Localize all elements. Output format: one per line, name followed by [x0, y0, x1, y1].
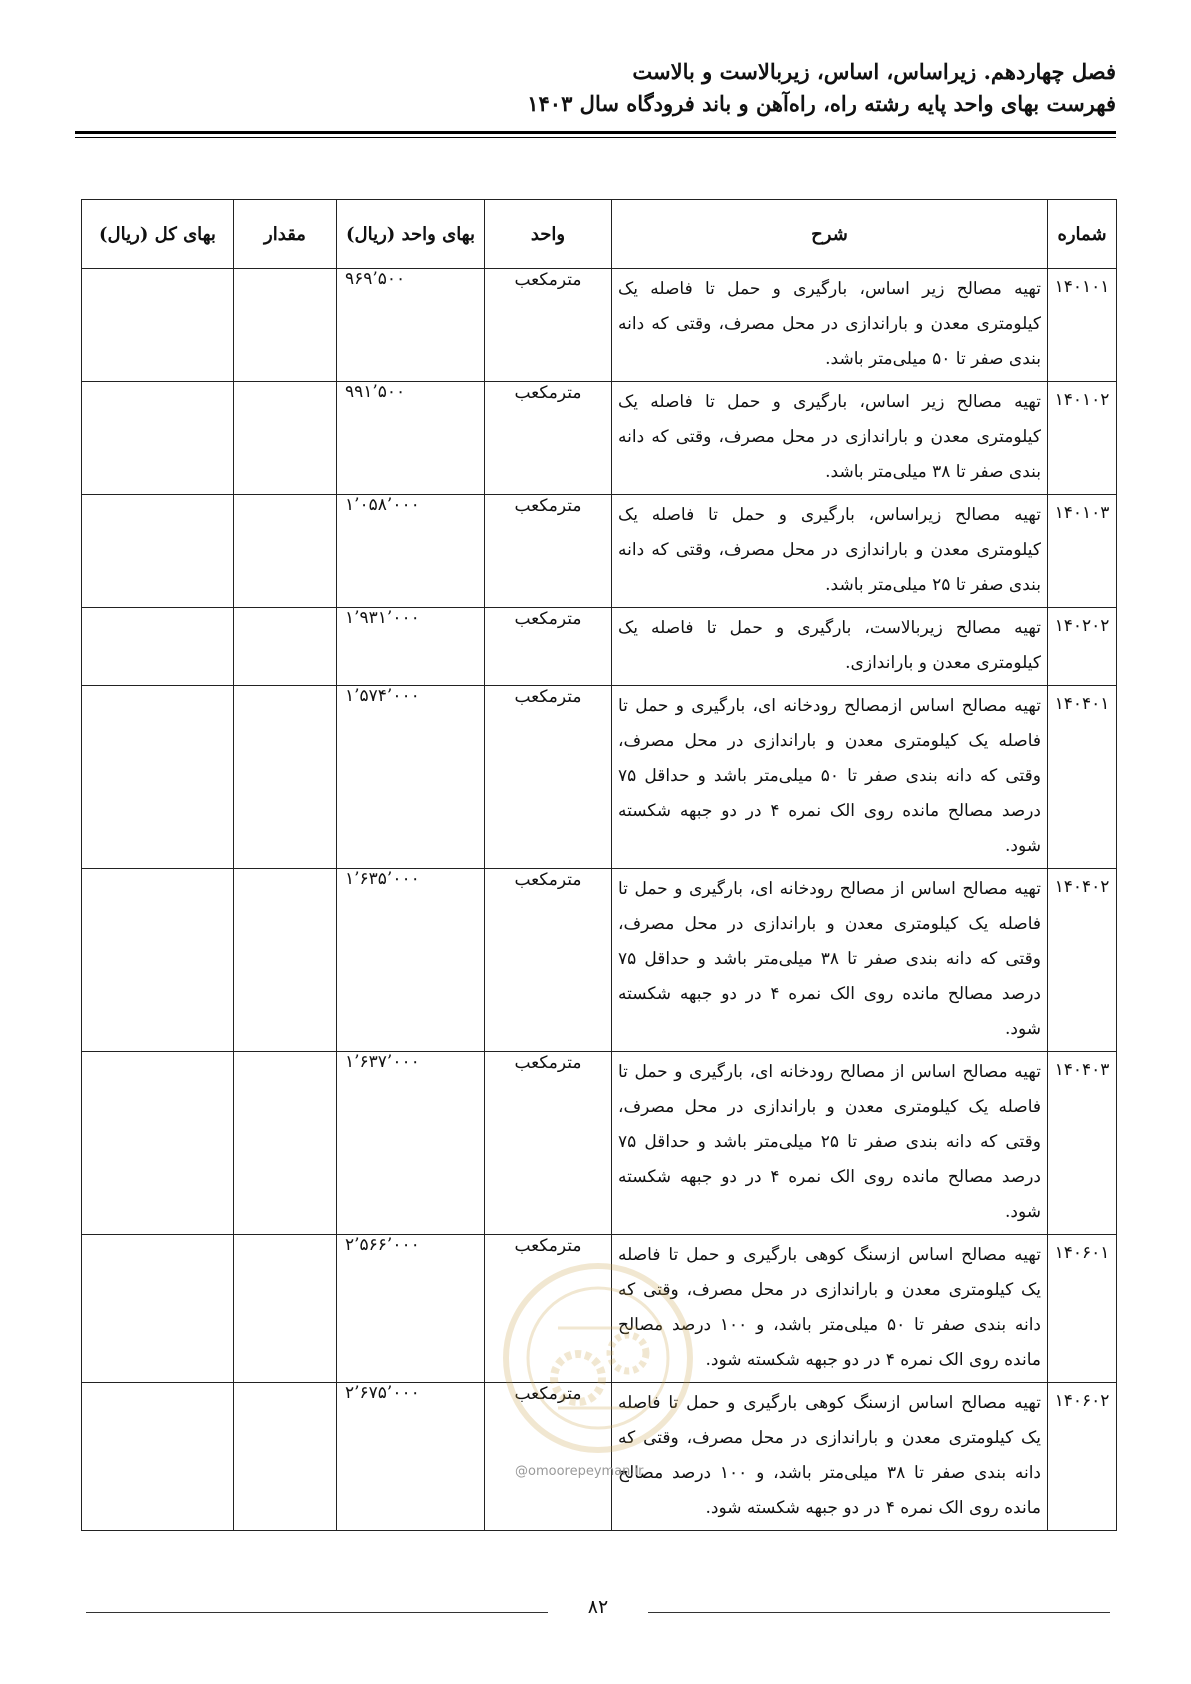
table-row [82, 495, 1117, 608]
table-row [82, 1235, 1117, 1383]
row-quantity [234, 608, 337, 686]
row-quantity [234, 495, 337, 608]
header-rule-thin [75, 137, 1116, 138]
row-description: تهیه مصالح اساس ازسنگ کوهی بارگیری و حمل تا فاصله یک کیلومتری معدن و باراندازی در محل مصرف، وقتی که دانه بندی صفر تا ۵۰ میلی‌متر باشد، و ۱۰۰ درصد مصالح مانده روی الک نمره ۴ در دو جبهه شکسته شود. [612, 1235, 1048, 1383]
row-unit-price: ۱’۹۳۱’۰۰۰ [337, 608, 485, 686]
row-unit: مترمکعب [485, 1235, 612, 1383]
column-header-unit-price: بهای واحد (ریال) [337, 200, 485, 269]
column-header-description: شرح [612, 200, 1048, 269]
column-header-number: شماره [1048, 200, 1117, 269]
chapter-title: فصل چهاردهم. زیراساس، اساس، زیربالاست و بالاست [632, 59, 1116, 84]
row-description: تهیه مصالح اساس ازسنگ کوهی بارگیری و حمل تا فاصله یک کیلومتری معدن و باراندازی در محل مصرف، وقتی که دانه بندی صفر تا ۳۸ میلی‌متر باشد، و ۱۰۰ درصد مصالح مانده روی الک نمره ۴ در دو جبهه شکسته شود. [612, 1383, 1048, 1531]
row-total [82, 269, 234, 382]
row-total [82, 686, 234, 869]
row-unit-price: ۱’۰۵۸’۰۰۰ [337, 495, 485, 608]
column-header-unit: واحد [485, 200, 612, 269]
page-header [76, 56, 1116, 120]
table-row [82, 869, 1117, 1052]
table-row [82, 1383, 1117, 1531]
row-unit: مترمکعب [485, 495, 612, 608]
table-row [82, 608, 1117, 686]
row-description: تهیه مصالح اساس ازمصالح رودخانه ای، بارگیری و حمل تا فاصله یک کیلومتری معدن و باراندازی در محل مصرف، وقتی که دانه بندی صفر تا ۵۰ میلی‌متر باشد و حداقل ۷۵ درصد مصالح مانده روی الک نمره ۴ در دو جبهه شکسته شود. [612, 686, 1048, 869]
price-table [81, 199, 1117, 1531]
row-number: ۱۴۰۲۰۲ [1048, 608, 1117, 686]
row-number: ۱۴۰۱۰۲ [1048, 382, 1117, 495]
row-unit: مترمکعب [485, 1383, 612, 1531]
row-unit-price: ۱’۵۷۴’۰۰۰ [337, 686, 485, 869]
footer-rule-left [86, 1612, 548, 1613]
row-total [82, 1235, 234, 1383]
row-description: تهیه مصالح زیر اساس، بارگیری و حمل تا فاصله یک کیلومتری معدن و باراندازی در محل مصرف، وقتی که دانه بندی صفر تا ۵۰ میلی‌متر باشد. [612, 269, 1048, 382]
row-quantity [234, 1383, 337, 1531]
row-total [82, 608, 234, 686]
row-unit-price: ۱’۶۳۵’۰۰۰ [337, 869, 485, 1052]
row-total [82, 495, 234, 608]
footer-rule-right [648, 1612, 1110, 1613]
row-number: ۱۴۰۶۰۱ [1048, 1235, 1117, 1383]
row-number: ۱۴۰۱۰۱ [1048, 269, 1117, 382]
row-number: ۱۴۰۱۰۳ [1048, 495, 1117, 608]
row-description: تهیه مصالح زیراساس، بارگیری و حمل تا فاصله یک کیلومتری معدن و باراندازی در محل مصرف، وقتی که دانه بندی صفر تا ۲۵ میلی‌متر باشد. [612, 495, 1048, 608]
row-total [82, 869, 234, 1052]
row-unit: مترمکعب [485, 686, 612, 869]
row-quantity [234, 269, 337, 382]
row-unit: مترمکعب [485, 869, 612, 1052]
row-unit-price: ۹۹۱’۵۰۰ [337, 382, 485, 495]
page-number: ۸۲ [587, 1596, 609, 1618]
table-row [82, 269, 1117, 382]
table-row [82, 686, 1117, 869]
row-unit-price: ۹۶۹’۵۰۰ [337, 269, 485, 382]
column-header-total: بهای کل (ریال) [82, 200, 234, 269]
row-unit: مترمکعب [485, 269, 612, 382]
row-unit: مترمکعب [485, 608, 612, 686]
row-number: ۱۴۰۶۰۲ [1048, 1383, 1117, 1531]
column-header-quantity: مقدار [234, 200, 337, 269]
row-description: تهیه مصالح زیر اساس، بارگیری و حمل تا فاصله یک کیلومتری معدن و باراندازی در محل مصرف، وقتی که دانه بندی صفر تا ۳۸ میلی‌متر باشد. [612, 382, 1048, 495]
row-description: تهیه مصالح اساس از مصالح رودخانه ای، بارگیری و حمل تا فاصله یک کیلومتری معدن و باراندازی در محل مصرف، وقتی که دانه بندی صفر تا ۳۸ میلی‌متر باشد و حداقل ۷۵ درصد مصالح مانده روی الک نمره ۴ در دو جبهه شکسته شود. [612, 869, 1048, 1052]
row-unit: مترمکعب [485, 1052, 612, 1235]
row-total [82, 1383, 234, 1531]
row-unit-price: ۲’۵۶۶’۰۰۰ [337, 1235, 485, 1383]
row-unit-price: ۲’۶۷۵’۰۰۰ [337, 1383, 485, 1531]
row-quantity [234, 1235, 337, 1383]
table-row [82, 382, 1117, 495]
row-quantity [234, 869, 337, 1052]
row-total [82, 382, 234, 495]
table-row [82, 1052, 1117, 1235]
row-number: ۱۴۰۴۰۲ [1048, 869, 1117, 1052]
row-unit: مترمکعب [485, 382, 612, 495]
row-number: ۱۴۰۴۰۳ [1048, 1052, 1117, 1235]
row-quantity [234, 686, 337, 869]
watermark-text: @omoorepeyman.ir [515, 1464, 644, 1479]
row-number: ۱۴۰۴۰۱ [1048, 686, 1117, 869]
row-total [82, 1052, 234, 1235]
document-subtitle: فهرست بهای واحد پایه رشته راه، راه‌آهن و باند فرودگاه سال ۱۴۰۳ [527, 91, 1116, 116]
table-header-row [82, 200, 1117, 269]
row-description: تهیه مصالح زیربالاست، بارگیری و حمل تا فاصله یک کیلومتری معدن و باراندازی. [612, 608, 1048, 686]
header-rule-thick [75, 131, 1116, 134]
row-quantity [234, 382, 337, 495]
row-unit-price: ۱’۶۳۷’۰۰۰ [337, 1052, 485, 1235]
row-quantity [234, 1052, 337, 1235]
row-description: تهیه مصالح اساس از مصالح رودخانه ای، بارگیری و حمل تا فاصله یک کیلومتری معدن و باراندازی در محل مصرف، وقتی که دانه بندی صفر تا ۲۵ میلی‌متر باشد و حداقل ۷۵ درصد مصالح مانده روی الک نمره ۴ در دو جبهه شکسته شود. [612, 1052, 1048, 1235]
